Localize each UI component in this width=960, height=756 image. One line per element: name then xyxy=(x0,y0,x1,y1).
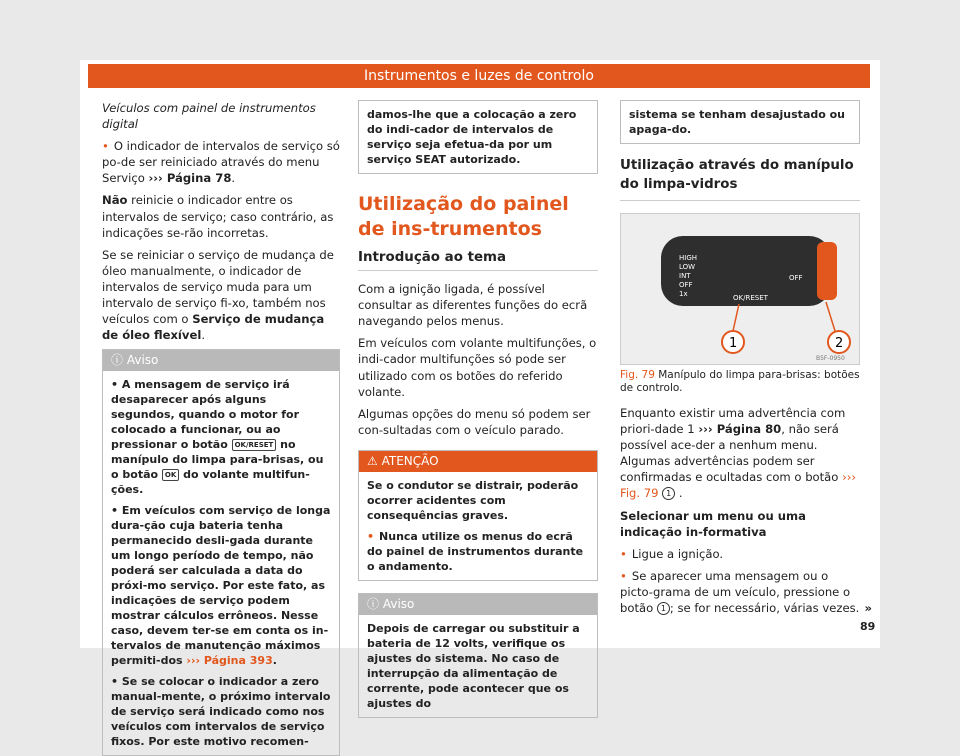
figure-code: B5F-0950 xyxy=(816,355,845,362)
page-number: 89 xyxy=(860,620,876,633)
label-1x: 1x xyxy=(679,290,688,298)
callout-ref-icon: 1 xyxy=(657,602,670,615)
atencao-text: Se o condutor se distrair, poderão ocorrer acidentes com consequências graves. xyxy=(367,478,579,522)
info-icon: ⓘ xyxy=(367,596,380,611)
label-okreset: OK/RESET xyxy=(733,294,768,302)
paragraph: Algumas opções do menu só podem ser con-sultadas com o veículo parado. xyxy=(358,406,591,437)
aviso-item: • A mensagem de serviço irá desaparecer após alguns segundos, quando o motor for colocado a funcionar, ou ao pressionar o botão OK/RESET no manípulo do limpa para-brisas, ou o botão OK do volante multifun-ções. xyxy=(111,378,324,497)
info-icon: ⓘ xyxy=(111,353,124,368)
list-item: • Ligue a ignição. xyxy=(620,546,860,562)
section-title: Utilização do painel de ins-trumentos xyxy=(358,193,569,240)
column-3 xyxy=(620,100,872,622)
page-link[interactable]: ››› Página 393 xyxy=(186,654,273,668)
label-off: OFF xyxy=(679,281,693,289)
aviso-continued: damos-lhe que a colocação a zero do indi-cador de intervalos de serviço seja efetua-da por um serviço SEAT autorizado. xyxy=(358,100,598,174)
aviso-item: • Se se colocar o indicador a zero manual-mente, o próximo intervalo de serviço será indicado como nos veículos com intervalos de serviço fixos. Por este motivo recomen- xyxy=(111,675,331,749)
callout-2: 2 xyxy=(835,336,844,351)
paragraph: Não reinicie o indicador entre os intervalos de serviço; caso contrário, as indicações se-rão incorretas. xyxy=(102,193,334,240)
figure-caption: Fig. 79 Manípulo do limpa para-brisas: botões de controlo. xyxy=(620,369,860,394)
callout-1: 1 xyxy=(729,336,738,351)
warning-icon: ⚠ xyxy=(367,453,378,468)
paragraph: Se se reiniciar o serviço de mudança de óleo manualmente, o indicador de intervalos de serviço muda para um intervalo de serviço fi-xo, também nos veículos com o Serviço de mudança de óleo flexível. xyxy=(102,247,334,343)
aviso-continued: sistema se tenham desajustado ou apaga-do. xyxy=(620,100,860,144)
page-header: Instrumentos e luzes de controlo xyxy=(88,64,870,88)
subsection-title: Utilização através do manípulo do limpa-vidros xyxy=(620,156,860,201)
column-2 xyxy=(358,100,598,718)
aviso-box xyxy=(102,349,340,756)
label-off-2: OFF xyxy=(789,274,803,282)
atencao-box xyxy=(358,450,598,581)
callout-ref-icon: 1 xyxy=(662,487,675,500)
aviso-text: Depois de carregar ou substituir a bateria de 12 volts, verifique os ajustes do sistema. No caso de interrupção da alimentação de corrente, pode acontecer que os ajustes do xyxy=(367,621,580,710)
wiper-lever-figure xyxy=(620,213,860,365)
wiper-lever-illustration xyxy=(621,214,859,364)
subheading: Selecionar um menu ou uma indicação in-formativa xyxy=(620,508,806,539)
list-item: • Se aparecer uma mensagem ou o picto-grama de um veículo, pressione o botão 1 ; se for necessário, várias vezes. » xyxy=(620,568,860,616)
okreset-key-icon: OK/RESET xyxy=(232,439,277,451)
label-high: HIGH xyxy=(679,254,698,262)
aviso-item: • Em veículos com serviço de longa dura-ção cuja bateria tenha permanecido desli-gada durante um longo período de tempo, não poderá ser calculada a data do próxi-mo serviço. Por este fato, as indicações de serviço podem mostrar cálculos errôneos. Nesse caso, devem ter-se em conta os in-tervalos de manutenção máximos permiti-dos ››› Página 393. xyxy=(111,504,331,668)
atencao-header: ⚠ ATENÇÃO xyxy=(359,451,597,472)
ok-key-icon: OK xyxy=(162,469,179,481)
paragraph: Com a ignição ligada, é possível consultar as diferentes funções do ecrã navegando pelos menus. xyxy=(358,282,588,329)
aviso-box-2 xyxy=(358,593,598,718)
aviso-header: ⓘ Aviso xyxy=(103,350,339,371)
subtitle: Veículos com painel de instrumentos digital xyxy=(102,101,316,132)
page-link[interactable]: ››› Página 80 xyxy=(698,422,782,437)
paragraph: • O indicador de intervalos de serviço só po-de ser reiniciado através do menu Serviço ››› Página 78. xyxy=(102,138,340,186)
figure-link[interactable]: ››› Fig. 79 xyxy=(620,470,856,501)
atencao-item: • Nunca utilize os menus do ecrã do painel de instrumentos durante o andamento. xyxy=(367,529,589,574)
subsection-title: Introdução ao tema xyxy=(358,250,598,271)
paragraph: Em veículos com volante multifunções, o indi-cador multifunções só pode ser utilizado com os botões do referido volante. xyxy=(358,336,597,399)
paragraph: Enquanto existir uma advertência com priori-dade 1 ››› Página 80, não será possível ace-der a nenhum menu. Algumas advertências podem ser confirmadas e ocultadas com o botão ››› Fig. 79 1 . xyxy=(620,406,856,501)
continue-arrow-icon: » xyxy=(864,601,872,616)
column-1 xyxy=(102,100,340,756)
page-link[interactable]: ››› Página 78 xyxy=(148,171,232,186)
aviso-header: ⓘ Aviso xyxy=(359,594,597,615)
label-int: INT xyxy=(679,272,691,280)
label-low: LOW xyxy=(679,263,696,271)
